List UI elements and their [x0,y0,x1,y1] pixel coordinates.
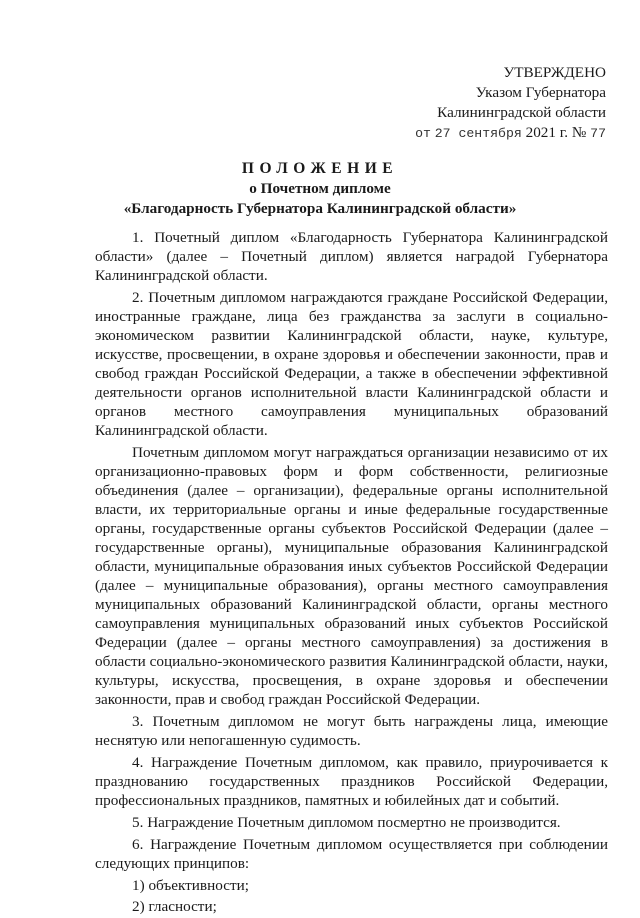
paragraph: 1. Почетный диплом «Благодарность Губернатора Калининградской области» (далее – Почетный диплом) является наградой Губернатора Калининградской области. [95,229,608,284]
approval-heading: УТВЕРЖДЕНО [503,64,606,81]
approval-year: 2021 г. № [525,124,587,141]
title-award-name: «Благодарность Губернатора Калининградской области» [123,200,517,217]
paragraph: 3. Почетным дипломом не могут быть награждены лица, имеющие неснятую или непогашенную судимость. [95,713,608,749]
paragraph: Почетным дипломом могут награждаться организации независимо от их организационно-правовых форм и форм собственности, религиозные объединения (далее – организации), федеральные органы исполнительной власти, их территориальные органы и иные федеральные государственные органы, государственные органы субъектов Российской Федерации (далее – государственные органы), муниципальные образования Калининградской области, муниципальные образования иных субъектов Российской Федерации (далее – муниципальные образования), органы местного самоуправления муниципальных образований Калининградской области, органы местного самоуправления муниципальных образований иных субъектов Российской Федерации (далее – органы местного самоуправления) за достижения в области социально-экономического развития Калининградской области, науки, культуры, искусства, просвещения, в охране здоровья и обеспечении законности, прав и свобод граждан Российской Федерации. [95,444,608,708]
document-title [0,159,640,219]
list-item: 2) гласности; [132,898,217,915]
title-subject: о Почетном дипломе [249,180,391,197]
approval-number: 77 [590,126,606,141]
paragraph: 5. Награждение Почетным дипломом посмертно не производится. [132,814,561,831]
approval-region: Калининградской области [437,104,606,121]
paragraph: 2. Почетным дипломом награждаются граждане Российской Федерации, иностранные граждане, лица без гражданства за заслуги в социально-экономическом развитии Калининградской области, науке, культуре, искусстве, просвещении, в охране здоровья и обеспечении законности, прав и свобод граждан Российской Федерации, а также в обеспечении эффективной деятельности органов исполнительной власти Калининградской области и органов местного самоуправления муниципальных образований Калининградской области. [95,289,608,439]
list-item: 1) объективности; [132,877,249,894]
paragraph: 4. Награждение Почетным дипломом, как правило, приурочивается к празднованию государственных праздников Российской Федерации, профессиональных праздников, памятных и юбилейных дат и событий. [95,754,608,809]
approval-date: 27 сентября [434,126,522,141]
approval-stamp [376,63,606,144]
document-body [95,228,608,918]
title-main: ПОЛОЖЕНИЕ [241,160,399,177]
approval-date-prefix: от [415,126,431,141]
paragraph: 6. Награждение Почетным дипломом осуществляется при соблюдении следующих принципов: [95,836,608,872]
approval-decree: Указом Губернатора [475,84,606,101]
approval-date-line [376,123,606,144]
